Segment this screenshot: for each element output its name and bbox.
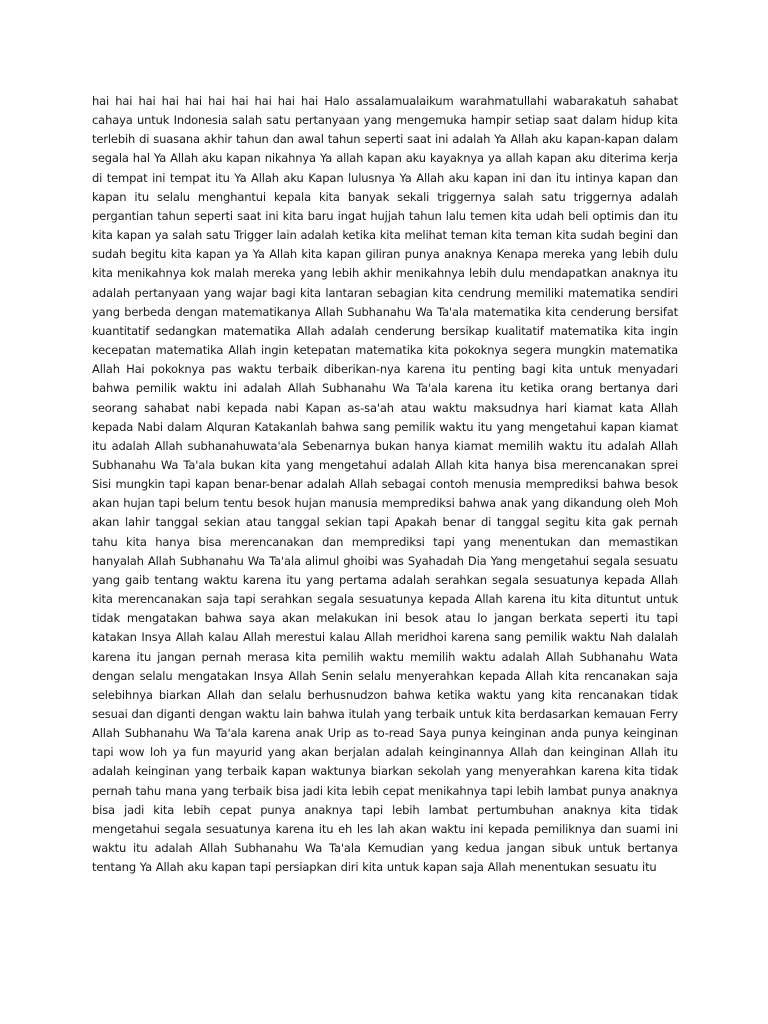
body-paragraph: hai hai hai hai hai hai hai hai hai hai Halo assalamualaikum warahmatullahi wabarakatuh sahabat cahaya untuk Indonesia salah satu pertanyaan yang mengemuka hampir setiap saat dalam hidup kita terlebih di suasana akhir tahun dan awal tahun seperti saat ini adalah Ya Allah aku kapan-kapan dalam segala hal Ya Allah aku kapan nikahnya Ya allah kapan aku kayaknya ya allah kapan aku diterima kerja di tempat ini tempat itu Ya Allah aku Kapan lulusnya Ya Allah aku kapan ini dan itu intinya kapan dan kapan itu selalu menghantui kepala kita banyak sekali triggernya salah satu triggernya adalah pergantian tahun seperti saat ini kita baru ingat hujjah tahun lalu temen kita udah beli optimis dan itu kita kapan ya salah satu Trigger lain adalah ketika kita melihat teman kita teman kita sudah begini dan sudah begitu kita kapan ya Ya Allah kita kapan giliran punya anaknya Kenapa mereka yang lebih dulu kita menikahnya kok malah mereka yang lebih akhir menikahnya lebih dulu mendapatkan anaknya itu adalah pertanyaan yang wajar bagi kita lantaran sebagian kita cendrung memiliki matematika sendiri yang berbeda dengan matematikanya Allah Subhanahu Wa Ta'ala matematika kita cenderung bersifat kuantitatif sedangkan matematika Allah adalah cenderung bersikap kualitatif matematika kita ingin kecepatan matematika Allah ingin ketepatan matematika kita pokoknya segera mungkin matematika Allah Hai pokoknya pas waktu terbaik diberikan-nya karena itu penting bagi kita untuk menyadari bahwa pemilik waktu ini adalah Allah Subhanahu Wa Ta'ala karena itu ketika orang bertanya dari seorang sahabat nabi kepada nabi Kapan as-sa'ah atau waktu maksudnya hari kiamat kata Allah kepada Nabi dalam Alquran Katakanlah bahwa sang pemilik waktu itu yang mengetahui kapan kiamat itu adalah Allah subhanahuwata'ala Sebenarnya bukan hanya kiamat memilih waktu itu adalah Allah Subhanahu Wa Ta'ala bukan kita yang mengetahui adalah Allah kita hanya bisa merencanakan sprei Sisi mungkin tapi kapan benar-benar adalah Allah sebagai contoh menusia memprediksi bahwa besok akan hujan tapi belum tentu besok hujan manusia memprediksi bahwa anak yang dikandung oleh Moh akan lahir tanggal sekian atau tanggal sekian tapi Apakah benar di tanggal segitu kita gak pernah tahu kita hanya bisa merencanakan dan memprediksi tapi yang menentukan dan memastikan hanyalah Allah Subhanahu Wa Ta'ala alimul ghoibi was Syahadah Dia Yang mengetahui segala sesuatu yang gaib tentang waktu karena itu yang pertama adalah serahkan segala sesuatunya kepada Allah kita merencanakan saja tapi serahkan segala sesuatunya kepada Allah karena itu kita dituntut untuk tidak mengatakan bahwa saya akan melakukan ini besok atau lo jangan berkata seperti itu tapi katakan Insya Allah kalau Allah merestui kalau Allah meridhoi karena sang pemilik waktu Nah dalalah karena itu jangan pernah merasa kita pemilih waktu memilih waktu adalah Allah Subhanahu Wata dengan selalu mengatakan Insya Allah Senin selalu menyerahkan kepada Allah kita rencanakan saja selebihnya biarkan Allah dan selalu berhusnudzon bahwa ketika waktu yang kita rencanakan tidak sesuai dan diganti dengan waktu lain bahwa itulah yang terbaik untuk kita berdasarkan kemauan Ferry Allah Subhanahu Wa Ta'ala karena anak Urip as to-read Saya punya keinginan anda punya keinginan tapi wow loh ya fun mayurid yang akan berjalan adalah keinginannya Allah dan keinginan Allah itu adalah keinginan yang terbaik kapan waktunya biarkan sekolah yang menyerahkan karena kita tidak pernah tahu mana yang terbaik bisa jadi kita lebih cepat menikahnya tapi lebih lambat punya anaknya bisa jadi kita lebih cepat punya anaknya tapi lebih lambat pertumbuhan anaknya kita tidak mengetahui segala sesuatunya karena itu eh les lah akan waktu ini kepada pemiliknya dan suami ini waktu itu adalah Allah Subhanahu Wa Ta'ala Kemudian yang kedua jangan sibuk untuk bertanya tentang Ya Allah aku kapan tapi persiapkan diri kita untuk kapan saja Allah menentukan sesuatu itu: [92, 94, 678, 875]
